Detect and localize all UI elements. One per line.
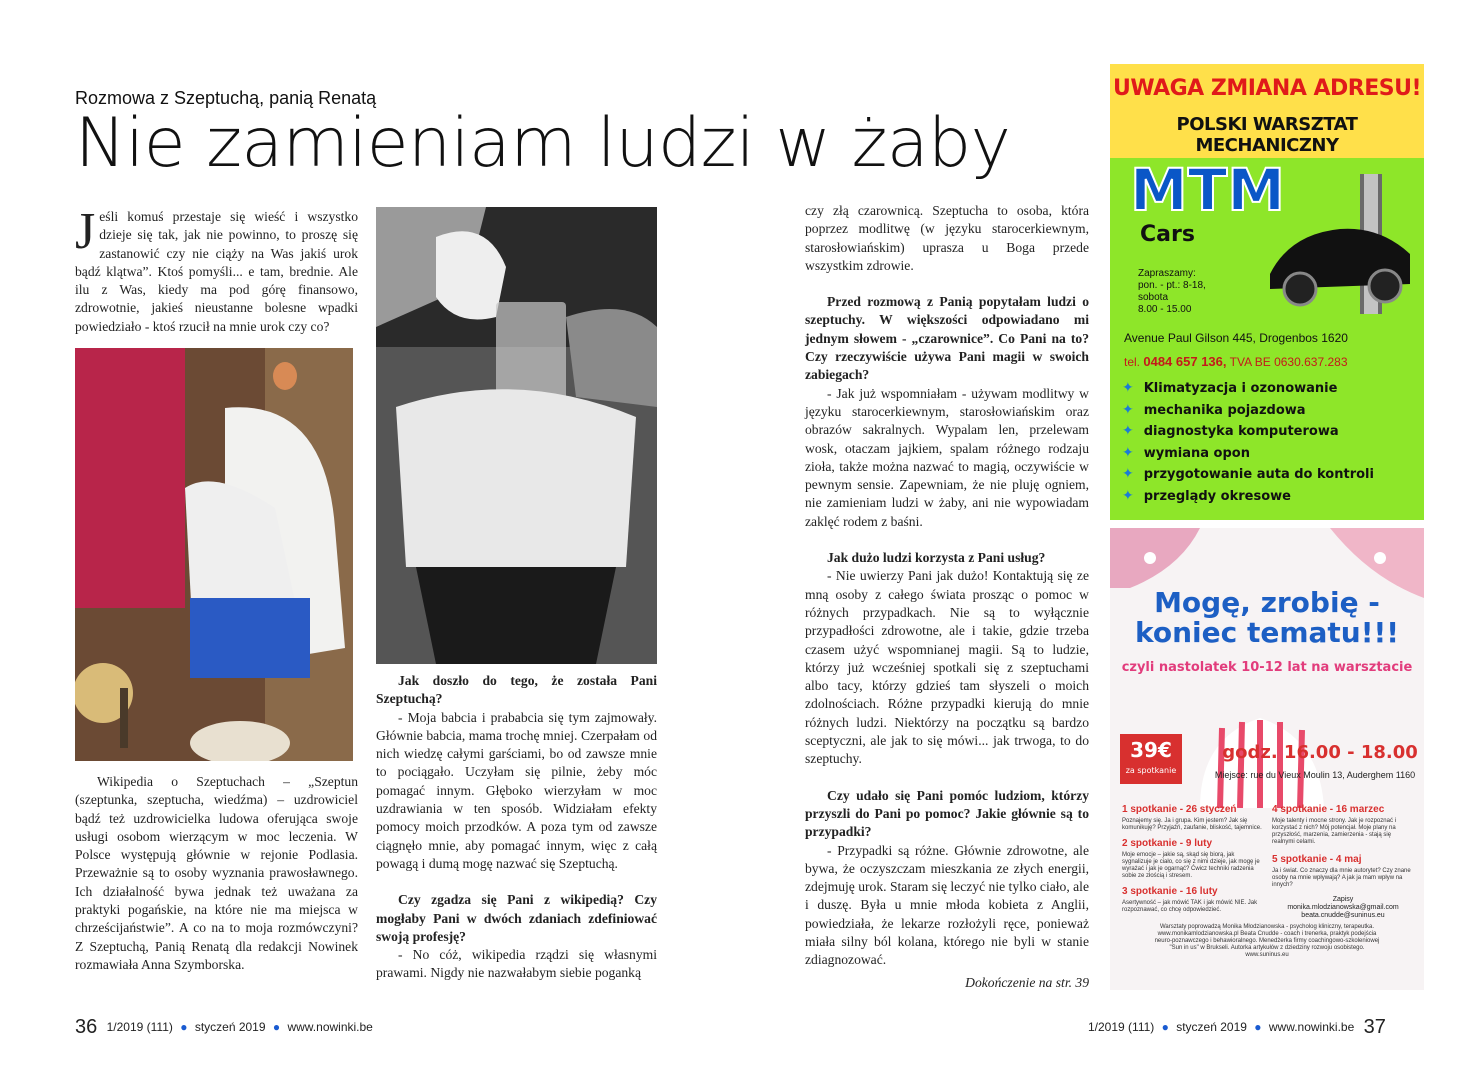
signup-email-2: beata.cnudde@suninus.eu — [1301, 912, 1385, 919]
bullet-icon: ● — [1161, 1020, 1169, 1034]
ad-workshop-subhead: czyli nastolatek 10-12 lat na warsztacie — [1121, 660, 1413, 675]
list-item: ✦ mechanika pojazdowa — [1122, 401, 1306, 418]
ad-mtm-hours-3: sobota — [1138, 292, 1169, 303]
meeting-4-title: 4 spotkanie - 16 marzec — [1272, 804, 1385, 815]
question-4: Jak dużo ludzi korzysta z Pani usług? — [827, 550, 1046, 566]
page-number-left: 36 — [75, 1016, 98, 1038]
footer-issue-right: 1/2019 (111) — [1088, 1020, 1155, 1034]
answer-3: - Jak już wspomniałam - używam modlitwy w języku starocerkiewnym, starosłowiańskim oraz obrazów sakralnych. Wypalam len, przelewam wosk, otaczam jajkiem, spalam różnego rodzaju zioła, także można nazwać to magią, oczywiście w pewnym sensie. Zapewniam, że nie pluję ogniem, nie zamieniam ludzi w żaby, ani nie wypowiadam zaklęć rodem z baśni. — [805, 385, 1089, 529]
ad-mtm-subhead: POLSKI WARSZTAT MECHANICZNY — [1176, 114, 1358, 156]
ad-mtm-services — [1122, 380, 1422, 509]
ad-workshop-place: Miejsce: rue du Vieux Moulin 13, Auderghem 1160 — [1214, 770, 1416, 780]
ad-teen-workshop — [1110, 528, 1424, 990]
ad-mtm-phone: 0484 657 136, — [1143, 354, 1227, 369]
photo-water-ritual — [376, 207, 657, 664]
answer-1: - Moja babcia i prababcia się tym zajmowały. Głównie babcia, mama trochę mniej. Czerpałam od nich wiedzę całymi garściami, bo od zawsze mnie to pociągało. Uczyłam się pilnie, żeby móc pomagać innym. Głęboko wierzyłam w moc uzdrawiania w ten sposób. Widziałam efekty pomocy moich przodków. A poza tym od zawsze ciągnęło mnie, aby pomagać innym, więc z całą powagą i dumą mogę nazwać się Szeptuchą. — [376, 709, 657, 871]
sparkle-icon: ✦ — [1122, 444, 1134, 461]
footer-month-right: styczeń 2019 — [1176, 1020, 1247, 1034]
footer-site-left[interactable]: www.nowinki.be — [287, 1020, 373, 1034]
sparkle-icon: ✦ — [1122, 423, 1134, 439]
ad-workshop-headline-2: koniec tematu!!! — [1134, 616, 1400, 649]
article-kicker: Rozmowa z Szeptuchą, panią Renatą — [75, 88, 377, 108]
signup-email-1: monika.mlodzianowska@gmail.com — [1287, 904, 1399, 911]
footer-right — [1088, 1016, 1386, 1039]
signup-label: Zapisy — [1332, 896, 1354, 903]
list-item: ✦ Klimatyzacja i ozonowanie — [1122, 380, 1338, 396]
ad-workshop-headline-1: Mogę, zrobię - — [1154, 586, 1380, 619]
organizers-info: Warsztaty poprowadzą Monika Młodzianowska - psycholog kliniczny, terapeutka. www.monikamlodzianowska.pl Beata Cnudde - coach i trenerka, praktyk podejścia neuro-poznawczego i behawioralnego. Menedżerka firmy coachingowo-szkoleniowej "Sun in us" w Brukseli. Autorka artykułów z dziedziny rozwoju osobistego. www.suninus.eu — [1154, 924, 1380, 958]
drop-cap: J — [75, 203, 96, 260]
ad-mtm-phone-label: tel. — [1124, 355, 1141, 369]
sparkle-icon: ✦ — [1122, 487, 1134, 504]
intro-text: eśli komuś przestaje się wieść i wszystko dzieje się tak, jak nie powinno, to proszę się zastanowić czy nie ciąży na Was jakiś urok bądź klątwa”. Ktoś pomyśli... e tam, brednie. Ale ilu z Was, kiedy ma pod górę finansowo, zdrowotnie, jakieś nieustanne bolesne wpadki powiedziało - ktoś rzucił na mnie urok czy co? — [75, 209, 358, 334]
ad-mtm-address: Avenue Paul Gilson 445, Drogenbos 1620 — [1124, 331, 1348, 345]
wikipedia-note: Wikipedia o Szeptuchach – „Szeptun (szeptunka, szeptucha, wiedźma) – uzdrowiciel bądź też uzdrowicielka ludowa oferująca swoje usługi osobom wierzącym w moc leczenia. W Polsce występują głównie w rejonie Podlasia. Przeważnie są to osoby wyznania prawosławnego. Ich działalność bywa jednak też uważana za praktyki pogańskie, na które nie ma miejsca w chrześcijaństwie”. A co na to moja rozmówczyni? Z Szeptuchą, Panią Renatą dla redakcji Nowinek rozmawiała Anna Szymborska. — [75, 774, 358, 972]
bullet-icon: ● — [272, 1020, 281, 1034]
ad-mtm-hours-1: Zapraszamy: — [1138, 268, 1196, 279]
footer-site-right[interactable]: www.nowinki.be — [1268, 1020, 1355, 1034]
page-number-right: 37 — [1363, 1016, 1386, 1038]
ad-workshop-time: godz. 16.00 - 18.00 — [1222, 742, 1418, 763]
footer-left — [75, 1016, 373, 1039]
meeting-1-title: 1 spotkanie - 26 styczeń — [1122, 804, 1237, 815]
continued-note: Dokończenie na str. 39 — [965, 974, 1089, 990]
question-2: Czy zgadza się Pani z wikipedią? Czy mogłaby Pani w dwóch zdaniach zdefiniować swoją profesję? — [376, 892, 657, 944]
ad-mtm-hours-4: 8.00 - 15.00 — [1138, 304, 1192, 315]
sparkle-icon: ✦ — [1122, 380, 1134, 396]
bullet-icon: ● — [1254, 1020, 1262, 1034]
price-badge — [1120, 734, 1182, 784]
ad-mtm-headline: UWAGA ZMIANA ADRESU! — [1112, 76, 1422, 101]
article-title: Nie zamieniam ludzi w żaby — [75, 104, 1011, 183]
price-note: za spotkanie — [1125, 766, 1177, 775]
answer-2-part-1: - No cóż, wikipedia rządzi się własnymi prawami. Nigdy nie nazwałabym siebie poganką — [376, 947, 657, 981]
list-item: ✦ wymiana opon — [1122, 444, 1250, 461]
meeting-4-text: Moje talenty i mocne strony. Jak je rozpoznać i korzystać z nich? Mój potencjał. Moje plany na przyszłość, marzenia, zamierzenia - stają się realnymi celami. — [1272, 818, 1396, 845]
ad-mtm-cars — [1110, 64, 1424, 520]
meeting-5-title: 5 spotkanie - 4 maj — [1272, 854, 1362, 865]
meeting-2-title: 2 spotkanie - 9 luty — [1122, 838, 1213, 849]
sparkle-icon: ✦ — [1122, 401, 1134, 418]
car-on-lift-icon — [1260, 174, 1420, 314]
list-item: ✦ diagnostyka komputerowa — [1122, 423, 1339, 439]
list-item: ✦ przygotowanie auta do kontroli — [1122, 466, 1374, 482]
footer-issue-left: 1/2019 (111) — [106, 1020, 173, 1034]
intro-paragraph — [75, 203, 358, 336]
sparkle-icon: ✦ — [1122, 466, 1134, 482]
meeting-2-text: Moje emocje – jakie są, skąd się biorą, jak sygnalizuje je ciało, co się z nimi dzieje, jak mogę je wyrażać i jak je ogarnąć? Ćwicz techniki radzenia sobie ze złością i stresem. — [1122, 852, 1260, 879]
meeting-3-text: Asertywność – jak mówić TAK i jak mówić NIE. Jak rozpoznawać, co chcę odpowiedzieć. — [1122, 900, 1258, 913]
answer-5: - Przypadki są różne. Głównie zdrowotne, ale bywa, że oczyszczam mieszkania ze złych energii, zdejmuję urok. Staram się leczyć nie tylko ciało, ale i duszę. Była u mnie młoda kobieta z Anglii, powiedziała, że lekarze rozłożyli ręce, ponieważ miała silny ból kolana, którego nie byli w stanie zdiagnozować. — [805, 842, 1089, 968]
list-item: ✦ przeglądy okresowe — [1122, 487, 1291, 504]
footer-month-left: styczeń 2019 — [194, 1020, 266, 1034]
question-3: Przed rozmową z Panią popytałam ludzi o szeptuchy. W większości odpowiadano mi jednym słowem - „czarownice”. Co Pani na to? Czy rzeczywiście używa Pani magii w swoich zabiegach? — [805, 294, 1089, 383]
meeting-3-title: 3 spotkanie - 16 luty — [1122, 886, 1218, 897]
ad-mtm-brand: MTM — [1130, 156, 1285, 224]
ad-mtm-tva: TVA BE 0630.637.283 — [1229, 355, 1348, 369]
meeting-5-text: Ja i świat. Co znaczy dla mnie autorytet? Czy znane osoby na mnie wpływają? A jak ja mam wpływ na innych? — [1272, 868, 1411, 888]
price-value: 39€ — [1130, 738, 1172, 762]
answer-2-part-2: czy złą czarownicą. Szeptucha to osoba, która poprzez modlitwę (w języku starocerkiewnym, starosłowiańskim) uprasza u Boga przede wszystkim zdrowie. — [805, 203, 1089, 273]
meeting-1-text: Poznajemy się. Ja i grupa. Kim jestem? Jak się komunikuję? Przyjaźń, zaufanie, bliskość, tajemnice. — [1122, 818, 1262, 831]
question-5: Czy udało się Pani pomóc ludziom, którzy przyszli do Pani po pomoc? Jakie głównie są to przypadki? — [805, 787, 1089, 840]
photo-egg-ritual — [75, 348, 353, 761]
answer-4: - Nie uwierzy Pani jak dużo! Kontaktują się ze mną osoby z całego świata prosząc o pomoc w różnych przypadkach. Nie są to wyłącznie przypadłości zdrowotne, ale i takie, gdzie trzeba czasem użyć wspomnianej magii. Są to ludzie, którzy już wcześniej spotkali się z szeptuchami albo tacy, którzy gdzieś tam słyszeli o moich zdolnościach. Różne przypadki kierują do mnie różnych ludzi. Niektórzy na początku są bardzo sceptyczni, ale jak to się mówi... jak trwoga, to do szeptuchy. — [805, 568, 1089, 767]
question-1: Jak doszło do tego, że została Pani Szeptuchą? — [376, 673, 657, 707]
ad-mtm-hours-2: pon. - pt.: 8-18, — [1138, 280, 1206, 291]
bullet-icon: ● — [180, 1020, 188, 1034]
ad-mtm-brand-sub: Cars — [1140, 222, 1195, 247]
